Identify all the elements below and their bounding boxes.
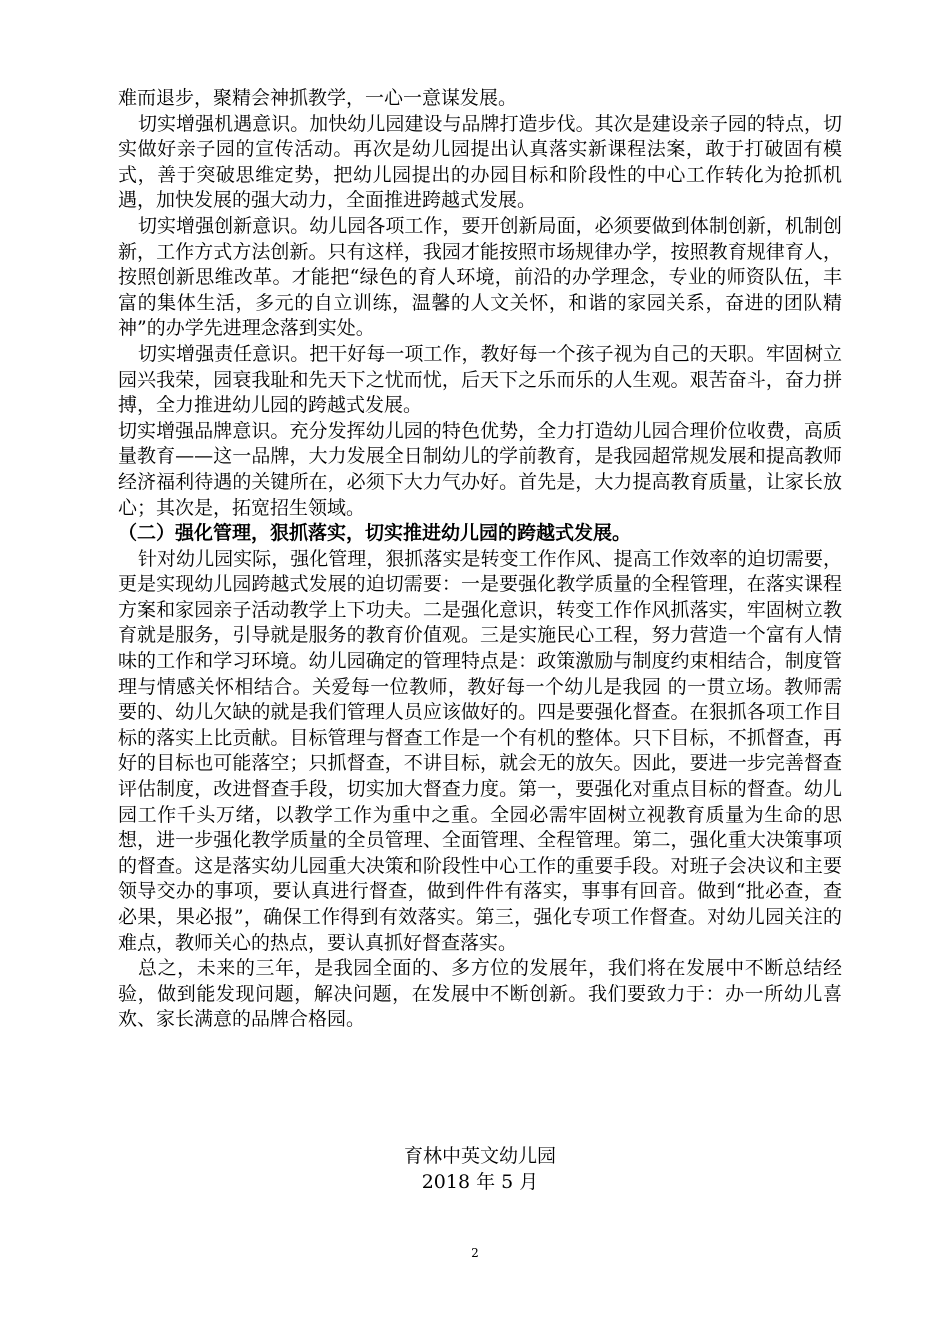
- signature-organization: 育林中英文幼儿园: [403, 1145, 556, 1167]
- paragraph-conclusion: 总之，未来的三年，是我园全面的、多方位的发展年，我们将在发展中不断总结经验，做到能发现问题，解决问题，在发展中不断创新。我们要致力于：办一所幼儿喜欢、家长满意的品牌合格园。: [118, 957, 842, 1031]
- document-body: [118, 86, 842, 1033]
- section-heading: （二）强化管理，狠抓落实，切实推进幼儿园的跨越式发展。: [118, 522, 632, 545]
- signature-date: 2018 年 5 月: [421, 1171, 539, 1193]
- paragraph-opportunity-awareness: 切实增强机遇意识。加快幼儿园建设与品牌打造步伐。其次是建设亲子园的特点，切实做好亲子园的宣传活动。再次是幼儿园提出认真落实新课程法案，敢于打破固有模式，善于突破思维定势，把幼儿园提出的办园目标和阶段性的中心工作转化为抢抓机遇，加快发展的强大动力，全面推进跨越式发展。: [118, 112, 842, 212]
- paragraph-brand-awareness: 切实增强品牌意识。充分发挥幼儿园的特色优势，全力打造幼儿园合理价位收费，高质量教育——这一品牌，大力发展全日制幼儿的学前教育，是我园超常规发展和提高教师经济福利待遇的关键所在，必须下大力气办好。首先是，大力提高教育质量，让家长放心；其次是，拓宽招生领域。: [118, 419, 842, 519]
- paragraph-management: 针对幼儿园实际，强化管理，狠抓落实是转变工作作风、提高工作效率的迫切需要，更是实现幼儿园跨越式发展的迫切需要：一是要强化教学质量的全程管理，在落实课程方案和家园亲子活动教学上下功夫。二是强化意识，转变工作作风抓落实，牢固树立教育就是服务，引导就是服务的教育价值观。三是实施民心工程，努力营造一个富有人情味的工作和学习环境。幼儿园确定的管理特点是：政策激励与制度约束相结合，制度管理与情感关怀相结合。关爱每一位教师，教好每一个幼儿是我园 的一贯立场。教师需要的、幼儿欠缺的就是我们管理人员应该做好的。四是要强化督查。在狠抓各项工作目标的落实上比贡献。目标管理与督查工作是一个有机的整体。只下目标，不抓督查，再好的目标也可能落空；只抓督查，不讲目标，就会无的放矢。因此，要进一步完善督查评估制度，改进督查手段，切实加大督查力度。第一，要强化对重点目标的督查。幼儿园工作千头万绪，以教学工作为重中之重。全园必需牢固树立视教育质量为生命的思想，进一步强化教学质量的全员管理、全面管理、全程管理。第二，强化重大决策事项的督查。这是落实幼儿园重大决策和阶段性中心工作的重要手段。对班子会决议和主要领导交办的事项，要认真进行督查，做到件件有落实，事事有回音。做到“批必查，查必果，果必报”，确保工作得到有效落实。第三，强化专项工作督查。对幼儿园关注的难点，教师关心的热点，要认真抓好督查落实。: [118, 547, 842, 954]
- page-number: 2: [471, 1246, 479, 1260]
- paragraph-continuation: 难而退步，聚精会神抓教学，一心一意谋发展。: [118, 87, 518, 109]
- paragraph-responsibility-awareness: 切实增强责任意识。把干好每一项工作，教好每一个孩子视为自己的天职。牢固树立园兴我荣，园衰我耻和先天下之忧而忧，后天下之乐而乐的人生观。艰苦奋斗，奋力拼搏，全力推进幼儿园的跨越式发展。: [118, 342, 842, 417]
- paragraph-innovation-awareness: 切实增强创新意识。幼儿园各项工作，要开创新局面，必须要做到体制创新，机制创新，工作方式方法创新。只有这样，我园才能按照市场规律办学，按照教育规律育人，按照创新思维改革。才能把“绿色的育人环境，前沿的办学理念，专业的师资队伍，丰富的集体生活，多元的自立训练，温馨的人文关怀，和谐的家园关系，奋进的团队精神”的办学先进理念落到实处。: [118, 214, 842, 340]
